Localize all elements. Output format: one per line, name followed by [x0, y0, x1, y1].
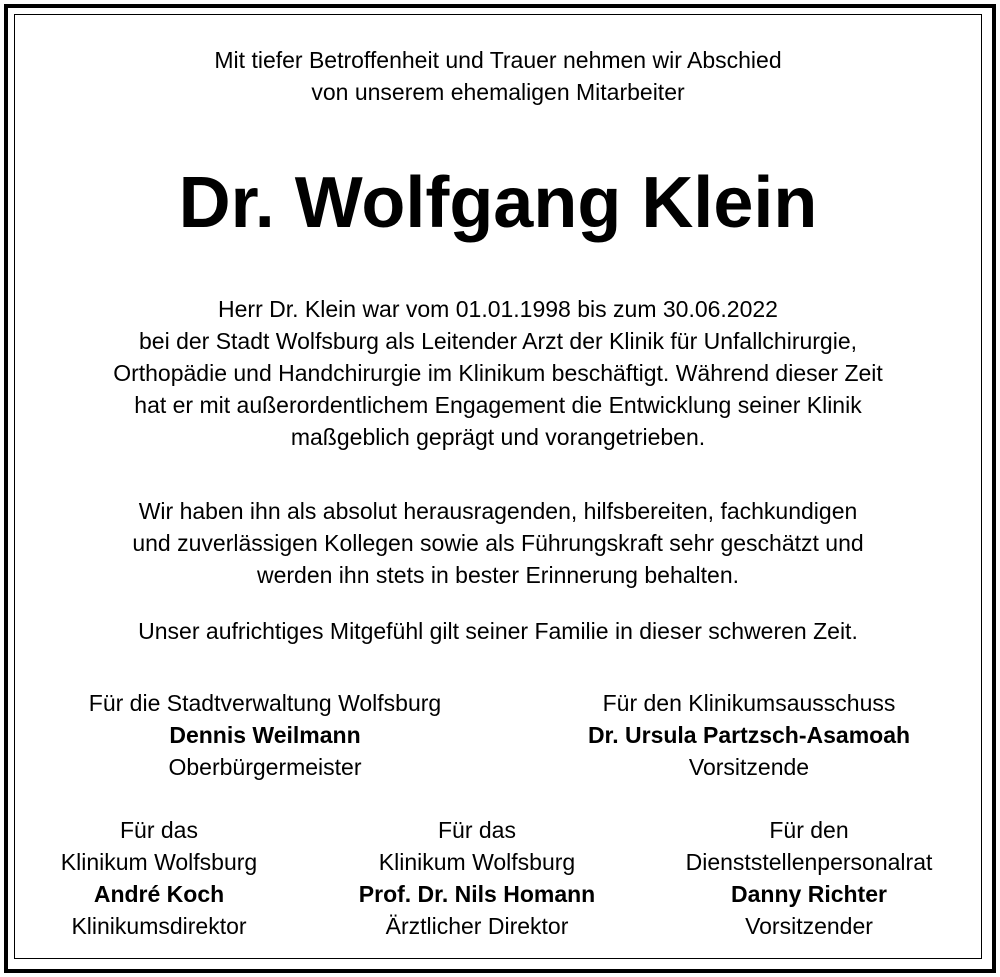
- intro-line: Mit tiefer Betroffenheit und Trauer nehmen wir Abschied: [214, 47, 782, 73]
- signature-name: Prof. Dr. Nils Homann: [358, 881, 596, 907]
- signature-org: Für das: [120, 817, 198, 843]
- text-line: maßgeblich geprägt und vorangetrieben.: [290, 424, 706, 450]
- career-paragraph: [14, 293, 982, 453]
- signature-org: Dienststellenpersonalrat: [685, 849, 933, 875]
- signature-klinikumsausschuss: [524, 687, 974, 783]
- appreciation-paragraph: [14, 495, 982, 591]
- signature-name: Dennis Weilmann: [169, 722, 361, 748]
- signature-klinikumsdirektor: [14, 814, 304, 942]
- signature-name: Dr. Ursula Partzsch-Asamoah: [587, 722, 911, 748]
- signature-role: Vorsitzende: [688, 754, 810, 780]
- signature-aerztlicher-direktor: [336, 814, 618, 942]
- text-line: Wir haben ihn als absolut herausragenden, hilfsbereiten, fachkundigen: [138, 498, 858, 524]
- signature-org: Klinikum Wolfsburg: [60, 849, 258, 875]
- signature-role: Vorsitzender: [745, 913, 873, 939]
- signature-org: Für den: [769, 817, 849, 843]
- signature-name: Danny Richter: [731, 881, 887, 907]
- signature-org: Klinikum Wolfsburg: [378, 849, 576, 875]
- signature-role: Oberbürgermeister: [168, 754, 362, 780]
- intro-text: [14, 44, 982, 108]
- text-line: hat er mit außerordentlichem Engagement die Entwicklung seiner Klinik: [134, 392, 862, 418]
- intro-line: von unserem ehemaligen Mitarbeiter: [311, 79, 685, 105]
- signature-personalrat: [654, 814, 964, 942]
- signature-role: Klinikumsdirektor: [71, 913, 247, 939]
- signature-role: Ärztlicher Direktor: [385, 913, 569, 939]
- signature-org: Für den Klinikumsausschuss: [602, 690, 896, 716]
- text-line: Orthopädie und Handchirurgie im Klinikum beschäftigt. Während dieser Zeit: [113, 360, 883, 386]
- text-line: bei der Stadt Wolfsburg als Leitender Arzt der Klinik für Unfallchirurgie,: [138, 328, 858, 354]
- text-line: Herr Dr. Klein war vom 01.01.1998 bis zum 30.06.2022: [218, 296, 778, 322]
- signature-stadtverwaltung: [50, 687, 480, 783]
- text-line: Unser aufrichtiges Mitgefühl gilt seiner Familie in dieser schweren Zeit.: [138, 618, 858, 644]
- signature-org: Für das: [438, 817, 516, 843]
- signature-org: Für die Stadtverwaltung Wolfsburg: [88, 690, 442, 716]
- obituary-notice: [14, 14, 982, 959]
- text-line: werden ihn stets in bester Erinnerung behalten.: [256, 562, 740, 588]
- text-line: und zuverlässigen Kollegen sowie als Führungskraft sehr geschätzt und: [132, 530, 864, 556]
- signature-name: André Koch: [93, 881, 225, 907]
- deceased-name: Dr. Wolfgang Klein: [178, 163, 818, 243]
- condolence-paragraph: [14, 615, 982, 647]
